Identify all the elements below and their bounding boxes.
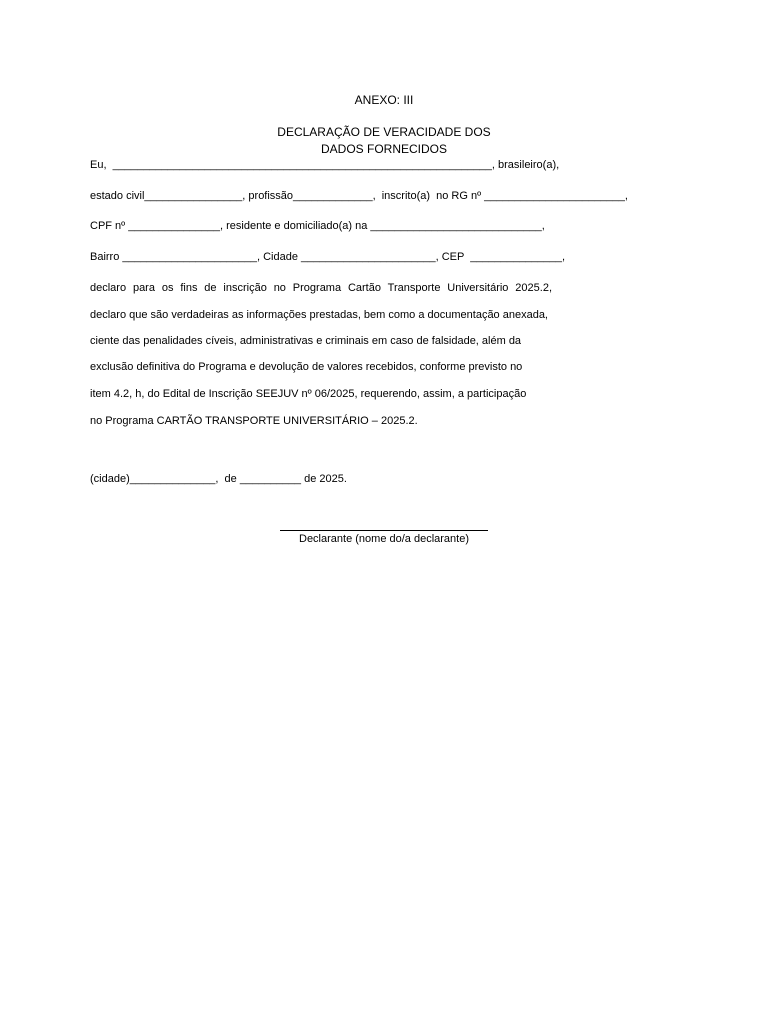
body-line-4: exclusão definitiva do Programa e devolução de valores recebidos, conforme previsto no [90, 361, 523, 373]
date-line: (cidade)______________, de __________ de 2025. [90, 473, 347, 485]
form-line-name: Eu, ______________________________________________________________, brasileiro(a), [90, 159, 560, 171]
body-line-2: declaro que são verdadeiras as informações prestadas, bem como a documentação anexada, [90, 309, 548, 321]
form-line-civil-status: estado civil________________, profissão_____________, inscrito(a) no RG nº _______________________, [90, 190, 628, 202]
body-line-1: declaro para os fins de inscrição no Programa Cartão Transporte Universitário 2025.2, [90, 282, 552, 294]
annex-title: ANEXO: III [354, 93, 414, 107]
declaration-title-line-1: DECLARAÇÃO DE VERACIDADE DOS [277, 125, 491, 139]
body-line-5: item 4.2, h, do Edital de Inscrição SEEJUV nº 06/2025, requerendo, assim, a participação [90, 388, 527, 400]
signature-caption: Declarante (nome do/a declarante) [299, 533, 469, 545]
body-line-6: no Programa CARTÃO TRANSPORTE UNIVERSITÁRIO – 2025.2. [90, 415, 418, 427]
form-line-neighborhood-city: Bairro ______________________, Cidade ______________________, CEP _______________, [90, 251, 566, 263]
signature-line [280, 530, 488, 531]
declaration-title-line-2: DADOS FORNECIDOS [320, 142, 447, 156]
body-line-3: ciente das penalidades cíveis, administrativas e criminais em caso de falsidade, além da [90, 335, 522, 347]
form-line-cpf-address: CPF nº _______________, residente e domiciliado(a) na ____________________________, [90, 220, 545, 232]
